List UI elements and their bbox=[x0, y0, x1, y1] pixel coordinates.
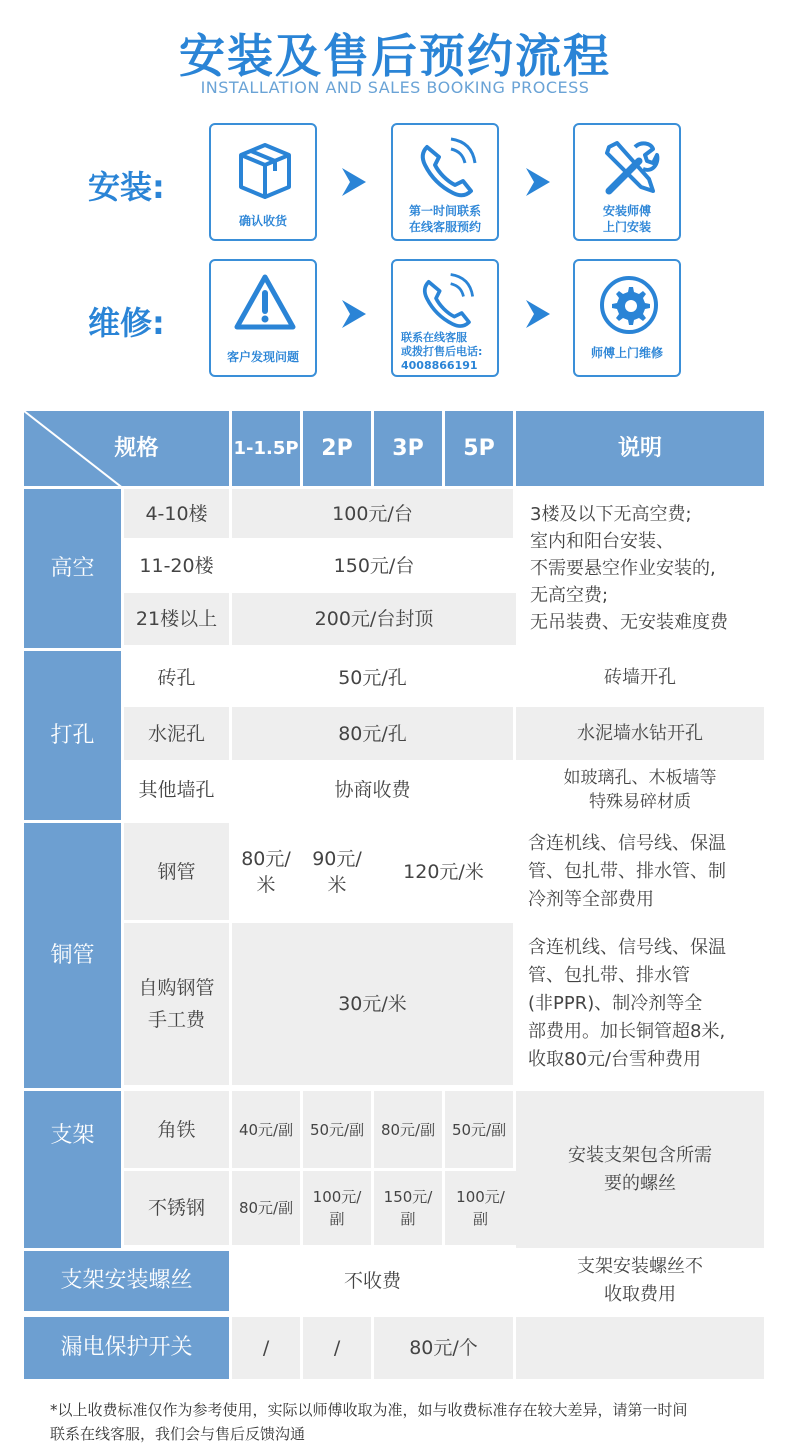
price-cell: 50元/副 bbox=[445, 1091, 516, 1171]
warning-icon bbox=[231, 269, 299, 341]
row-price: 200元/台封顶 bbox=[232, 593, 516, 651]
step-label: 第一时间联系 在线客服预约 bbox=[408, 204, 481, 234]
row-price: 80元/孔 bbox=[232, 707, 516, 763]
row-price: 100元/台 bbox=[232, 489, 516, 541]
price-cell: 80元/副 bbox=[232, 1171, 303, 1251]
row-description: 水泥墙水钻开孔 bbox=[516, 707, 764, 763]
price-cell: 80元/个 bbox=[374, 1317, 516, 1379]
footnote: *以上收费标准仅作为参考使用，实际以师傅收取为准，如与收费标准存在较大差异，请第一时间 联系在线客服，我们会与售后反馈沟通 bbox=[50, 1401, 688, 1443]
price-cell: 90元/ 米 bbox=[303, 823, 374, 923]
step-label: 客户发现问题 bbox=[226, 350, 299, 364]
package-box-icon bbox=[231, 133, 299, 205]
row-name: 水泥孔 bbox=[124, 707, 232, 763]
chevron-right-icon bbox=[340, 166, 368, 198]
price-cell: 80元/副 bbox=[374, 1091, 445, 1171]
category-loudian: 漏电保护开关 bbox=[24, 1317, 232, 1379]
price-cell: 100元/ 副 bbox=[303, 1171, 374, 1251]
row-name: 11-20楼 bbox=[124, 541, 232, 593]
table-row bbox=[24, 763, 764, 823]
row-price: 150元/台 bbox=[232, 541, 516, 593]
header-2p: 2P bbox=[303, 411, 374, 489]
page-subtitle: INSTALLATION AND SALES BOOKING PROCESS bbox=[200, 78, 590, 97]
step-label: 师傅上门维修 bbox=[590, 346, 663, 360]
repair-label: 维修: bbox=[88, 304, 165, 342]
table-row bbox=[24, 651, 764, 707]
row-name: 4-10楼 bbox=[124, 489, 232, 541]
header-description: 说明 bbox=[516, 411, 764, 489]
step-label: 安装师傅 上门安装 bbox=[602, 204, 651, 234]
table-header-row bbox=[24, 411, 764, 489]
row-description: 含连机线、信号线、保温 管、包扎带、排水管 (非PPR)、制冷剂等全 部费用。加长铜管超8米, 收取80元/台雪种费用 bbox=[516, 923, 764, 1091]
price-cell: 150元/ 副 bbox=[374, 1171, 445, 1251]
row-price: 30元/米 bbox=[232, 923, 516, 1091]
header-spec bbox=[24, 411, 232, 489]
price-cell: 50元/副 bbox=[303, 1091, 374, 1171]
row-name: 自购钢管 手工费 bbox=[124, 923, 232, 1091]
price-table bbox=[24, 411, 764, 1379]
chevron-right-icon bbox=[340, 298, 368, 330]
tools-icon bbox=[595, 133, 663, 205]
zhijia-description: 安装支架包含所需 要的螺丝 bbox=[516, 1091, 764, 1251]
step-label: 确认收货 bbox=[238, 214, 287, 228]
header-3p: 3P bbox=[374, 411, 445, 489]
chevron-right-icon bbox=[524, 298, 552, 330]
header-1-1.5p: 1-1.5P bbox=[232, 411, 303, 489]
header-spec-label: 规格 bbox=[114, 435, 159, 461]
table-row bbox=[24, 707, 764, 763]
gaokong-description: 3楼及以下无高空费; 室内和阳台安装、 不需要悬空作业安装的, 无高空费; 无吊装费、无安装难度费 bbox=[516, 489, 764, 651]
row-description bbox=[516, 1317, 764, 1379]
table-row bbox=[24, 823, 764, 923]
price-cell: / bbox=[232, 1317, 303, 1379]
step-contact-service bbox=[391, 123, 499, 241]
install-label: 安装: bbox=[88, 168, 165, 206]
row-name: 角铁 bbox=[124, 1091, 232, 1171]
category-tongguan: 铜管 bbox=[24, 823, 124, 1091]
row-description: 含连机线、信号线、保温 管、包扎带、排水管、制 冷剂等全部费用 bbox=[516, 823, 764, 923]
page-title: 安装及售后预约流程 bbox=[179, 29, 611, 83]
price-cell: 120元/米 bbox=[374, 823, 516, 923]
row-name: 不锈钢 bbox=[124, 1171, 232, 1251]
row-price: 不收费 bbox=[232, 1251, 516, 1317]
row-description: 砖墙开孔 bbox=[516, 651, 764, 707]
price-cell: 40元/副 bbox=[232, 1091, 303, 1171]
price-cell: 80元/ 米 bbox=[232, 823, 303, 923]
row-name: 其他墙孔 bbox=[124, 763, 232, 823]
category-luosi: 支架安装螺丝 bbox=[24, 1251, 232, 1317]
row-price: 协商收费 bbox=[232, 763, 516, 823]
gear-icon bbox=[595, 269, 663, 341]
row-price: 50元/孔 bbox=[232, 651, 516, 707]
step-technician-repair bbox=[573, 259, 681, 377]
step-call-service bbox=[391, 259, 499, 377]
table-row bbox=[24, 1251, 764, 1317]
category-gaokong: 高空 bbox=[24, 489, 124, 651]
row-description: 支架安装螺丝不 收取费用 bbox=[516, 1251, 764, 1317]
phone-call-icon bbox=[413, 269, 481, 335]
step-technician-install bbox=[573, 123, 681, 241]
header-5p: 5P bbox=[445, 411, 516, 489]
row-description: 如玻璃孔、木板墙等 特殊易碎材质 bbox=[516, 763, 764, 823]
category-dakong: 打孔 bbox=[24, 651, 124, 823]
table-row bbox=[24, 489, 764, 541]
row-name: 钢管 bbox=[124, 823, 232, 923]
step-label: 联系在线客服 或拨打售后电话: 4008866191 bbox=[401, 331, 483, 372]
chevron-right-icon bbox=[524, 166, 552, 198]
table-row bbox=[24, 1091, 764, 1171]
phone-call-icon bbox=[413, 133, 481, 205]
price-cell: / bbox=[303, 1317, 374, 1379]
step-confirm-receipt bbox=[209, 123, 317, 241]
price-cell: 100元/ 副 bbox=[445, 1171, 516, 1251]
diagonal-divider bbox=[24, 411, 124, 489]
row-name: 21楼以上 bbox=[124, 593, 232, 651]
table-row bbox=[24, 923, 764, 1091]
table-row bbox=[24, 1317, 764, 1379]
category-zhijia: 支架 bbox=[24, 1091, 124, 1251]
row-name: 砖孔 bbox=[124, 651, 232, 707]
step-customer-finds-issue bbox=[209, 259, 317, 377]
